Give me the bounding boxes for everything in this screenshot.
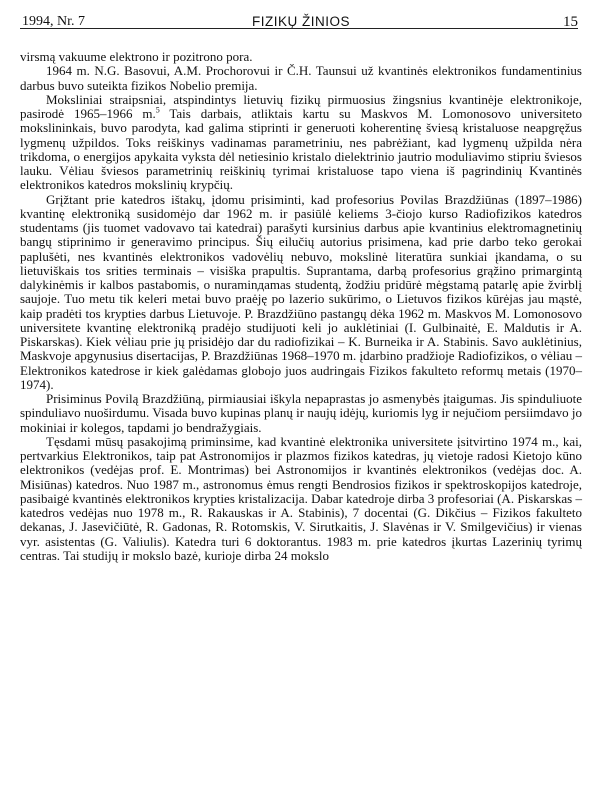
paragraph-2-text: Moksliniai straipsniai, atspindintys lietuvių fizikų pirmuosius žingsnius kvantinėje elektronikoje, pasirodė 1965–1966 m. <box>20 91 582 121</box>
issue-label: 1994, Nr. 7 <box>22 14 85 29</box>
paragraph-5: Tęsdami mūsų pasakojimą priminsime, kad kvantinė elektronika universitete įsitvirtino 1974 m., kai, pertvarkius Elektronikos, taip pat Astronomijos ir plazmos fizikos katedras, jų vietoje radosi Kietojo kūno elektronikos (vedėjas prof. E. Montrimas) bei Astronomijos ir kvantinės elektronikos (vedėjas doc. A. Misiūnas) katedros. Nuo 1987 m., astronomus ėmus rengti Bendrosios fizikos ir spektroskopijos katedroje, pasibaigė kvantinės elektronikos krypties kristalizacija. Dabar katedroje dirba 3 profesoriai (A. Piskarskas – katedros vedėjas nuo 1978 m., R. Rakauskas ir A. Stabinis), 7 docentai (G. Dikčius – Fizikos fakulteto dekanas, J. Jasevičiūtė, R. Gadonas, R. Rotomskis, V. Sirutkaitis, J. Slavėnas ir V. Smilgevičius) ir vienas vyr. asistentas (G. Valiulis). Katedra turi 6 doktorantus. 1983 m. prie katedros įkurtas Lazerinių tyrimų centras. Tai studijų ir mokslo bazė, kurioje dirba 24 mokslo <box>20 433 582 563</box>
article-body <box>20 50 582 563</box>
paragraph-3: Grįžtant prie katedros ištakų, įdomu prisiminti, kad profesorius Povilas Brazdžiūnas (1897–1986) kvantinę elektroniką susidomėjo dar 1962 m. ir pasiūlė keliems 3-čiojo kurso Radiofizikos katedros studentams (jis tuomet vadovavo tai katedrai) parašyti kursinius darbus apie kvantinius elektromagnetinių bangų stiprinimo ir generavimo principus. Šių eilučių autorius prisimena, kad prie darbo teko gerokai paplušėti, nes kvantinės elektronikos vadovėlių nebuvo, mokslinė literatūra sunkiai įkandama, o su lietuviškais tos srities terminais – visiška prapultis. Suprantama, darbą profesorius grąžino primargintą dalykinėmis ir kalbos pastabomis, o nuraminдamas studentą, žodžiu pridūrė mėgstamą patarlę apie žvirblį saujoje. Tuo metu tik keleri metai buvo praėję po lazerio sukūrimo, o Lietuvos fizikos kūrėjas jau mąstė, kaip pradėti tos krypties darbus Lietuvoje. P. Brazdžiūno pastangų dėka 1962 m. Maskvos M. Lomonosovo universitete kvantinę elektroniką pradėjo studijuoti keli jo auklėtiniai (I. Gulbinaitė, E. Maldutis ir A. Piskarskas). Kiek vėliau prie jų prisidėjo dar du radiofizikai – K. Burneika ir A. Stabinis. Savo auklėtinius, Maskvoje apgynusius disertacijas, P. Brazdžiūnas 1968–1970 m. įdarbino pradžioje Radiofizikos, o vėliau – Elektronikos katedrose ir kiek galėdamas globojo juos audringais Fizikos fakulteto reformų metais (1970–1974). <box>20 191 582 392</box>
journal-title: FIZIKŲ ŽINIOS <box>251 14 350 29</box>
paragraph-2-text-after: Tais darbais, atliktais kartu su Maskvos M. Lomonosovo universiteto mokslininkais, buvo parodyta, kad galima stiprinti ir generuoti koherentinę šviesą kristaluose neapgręžus lygmenų užpildos. Toks reiškinys vadinamas parametriniu, nes pabrėžiant, kad lygmenų užpilda nėra trikdoma, o energijos apykaita vyksta dėl netiesinio kristalo dielektrinio jautrio moduliavimo stipriu šviesos lauku. Vėliau šviesos parametrinių reiškinių tyrimai kristaluose tapo viena iš pagrindinių Kvantinės elektronikos katedros mokslinių krypčių. <box>20 106 582 193</box>
header-rule <box>20 28 578 29</box>
footnote-ref: 5 <box>155 105 160 115</box>
paragraph-0: virsmą vakuume elektrono ir pozitrono pora. <box>20 49 253 64</box>
page-number: 15 <box>563 14 578 30</box>
paragraph-1: 1964 m. N.G. Basovui, A.M. Prochorovui ir Č.H. Taunsui už kvantinės elektronikos fundamentinius darbus buvo suteikta fizikos Nobelio premija. <box>20 63 582 93</box>
paragraph-4: Prisiminus Povilą Brazdžiūną, pirmiausiai iškyla nepaprastas jo asmenybės įtaigumas. Jis spinduliuote spinduliavo nuoširdumu. Visada buvo kupinas planų ir naujų idėjų, kuriomis lyg ir nejučiom persiimdavo jo mokiniai ir kolegos, tapdami jo bendražygiais. <box>20 391 582 435</box>
paragraph-2 <box>20 93 582 193</box>
